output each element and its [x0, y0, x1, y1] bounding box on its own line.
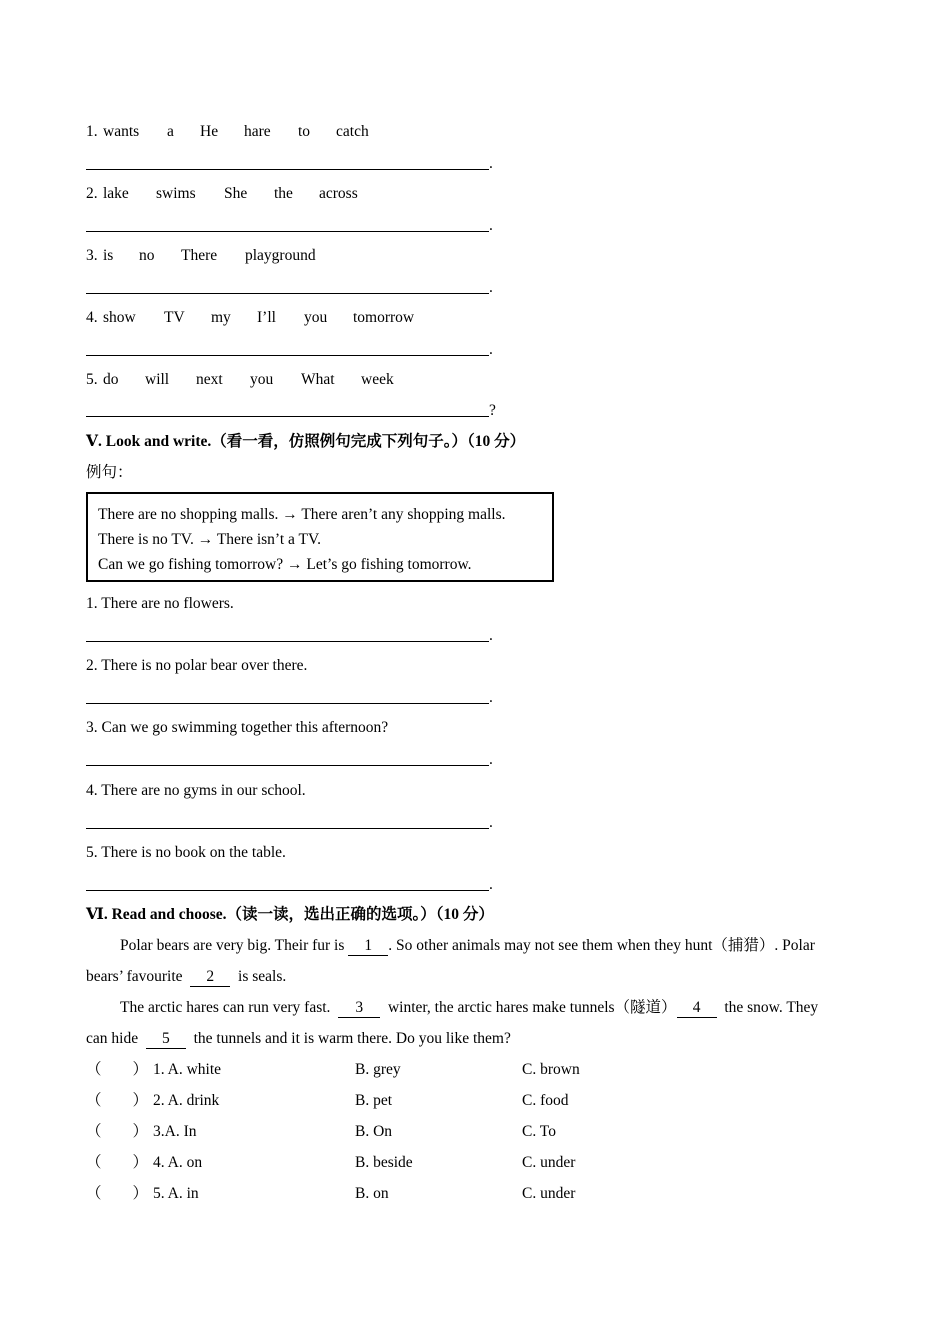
- item-number: 5.: [86, 371, 98, 388]
- option-a[interactable]: 5. A. in: [153, 1185, 199, 1202]
- answer-bracket[interactable]: （ ）: [86, 1185, 149, 1202]
- passage-text: is seals.: [238, 968, 287, 985]
- word: hare: [244, 123, 271, 140]
- blank-4[interactable]: 4: [677, 999, 717, 1018]
- answer-bracket[interactable]: （ ）: [86, 1061, 149, 1078]
- answer-line[interactable]: [86, 169, 489, 170]
- prompt-sentence: 4. There are no gyms in our school.: [86, 782, 306, 799]
- example-sentence: There are no shopping malls. → There aren’t any shopping malls.: [98, 506, 506, 523]
- option-b[interactable]: B. pet: [355, 1092, 393, 1109]
- answer-line[interactable]: [86, 890, 489, 891]
- answer-line[interactable]: [86, 703, 489, 704]
- blank-3[interactable]: 3: [338, 999, 380, 1018]
- word: playground: [245, 247, 316, 264]
- answer-line[interactable]: [86, 828, 489, 829]
- word: tomorrow: [353, 309, 415, 326]
- passage-line: [86, 967, 286, 987]
- answer-line[interactable]: [86, 293, 489, 294]
- sentence-end-mark: .: [489, 814, 493, 831]
- word: wants: [103, 123, 140, 140]
- word: next: [196, 371, 223, 388]
- word: do: [103, 371, 119, 388]
- word: show: [103, 309, 136, 326]
- blank-5[interactable]: 5: [146, 1030, 186, 1049]
- prompt-sentence: 1. There are no flowers.: [86, 595, 234, 612]
- word: a: [167, 123, 174, 140]
- word: you: [304, 309, 328, 326]
- option-a[interactable]: 4. A. on: [153, 1154, 203, 1171]
- option-c[interactable]: C. food: [522, 1092, 569, 1109]
- example-sentence: Can we go fishing tomorrow? → Let’s go fishing tomorrow.: [98, 556, 472, 573]
- answer-bracket[interactable]: （ ）: [86, 1092, 149, 1109]
- word: the: [274, 185, 293, 202]
- word: lake: [103, 185, 129, 202]
- section-title: Ⅵ. Read and choose.（读一读，选出正确的选项。）（10 分）: [86, 906, 494, 923]
- sentence-end-mark: .: [489, 341, 493, 358]
- item-number: 3.: [86, 247, 98, 264]
- option-a[interactable]: 2. A. drink: [153, 1092, 220, 1109]
- answer-bracket[interactable]: （ ）: [86, 1154, 149, 1171]
- prompt-sentence: 5. There is no book on the table.: [86, 844, 286, 861]
- passage-line: [120, 936, 815, 956]
- sentence-end-mark: .: [489, 217, 493, 234]
- word: to: [298, 123, 311, 140]
- sentence-end-mark: .: [489, 751, 493, 768]
- passage-text: bears’ favourite: [86, 968, 183, 985]
- option-c[interactable]: C. under: [522, 1154, 576, 1171]
- option-c[interactable]: C. brown: [522, 1061, 580, 1078]
- passage-text: . So other animals may not see them when they hunt（捕猎）. Polar: [388, 937, 815, 954]
- passage-text: winter, the arctic hares make tunnels（隧道）: [387, 999, 677, 1016]
- word: across: [319, 185, 358, 202]
- word: swims: [156, 185, 196, 202]
- passage-text: The arctic hares can run very fast.: [120, 999, 331, 1016]
- option-b[interactable]: B. grey: [355, 1061, 401, 1078]
- answer-line[interactable]: [86, 765, 489, 766]
- option-a[interactable]: 3.A. In: [153, 1123, 197, 1140]
- sentence-end-mark: .: [489, 876, 493, 893]
- word: no: [139, 247, 155, 264]
- blank-2[interactable]: 2: [190, 968, 230, 987]
- sentence-end-mark: .: [489, 155, 493, 172]
- answer-line[interactable]: [86, 231, 489, 232]
- answer-line[interactable]: [86, 641, 489, 642]
- passage-text: the tunnels and it is warm there. Do you like them?: [193, 1030, 511, 1047]
- item-number: 4.: [86, 309, 98, 326]
- answer-line[interactable]: [86, 355, 489, 356]
- blank-1[interactable]: 1: [348, 937, 388, 956]
- prompt-sentence: 3. Can we go swimming together this afternoon?: [86, 719, 389, 736]
- sentence-end-mark: .: [489, 627, 493, 644]
- word: you: [250, 371, 274, 388]
- section-title: Ⅴ. Look and write.（看一看，仿照例句完成下列句子。）（10 分）: [86, 433, 526, 450]
- example-label: 例句：: [86, 464, 133, 481]
- word: She: [224, 185, 248, 202]
- passage-text: the snow. They: [724, 999, 819, 1016]
- word: my: [211, 309, 231, 326]
- passage-text: can hide: [86, 1030, 139, 1047]
- option-c[interactable]: C. under: [522, 1185, 576, 1202]
- item-number: 2.: [86, 185, 98, 202]
- sentence-end-mark: .: [489, 689, 493, 706]
- option-b[interactable]: B. beside: [355, 1154, 413, 1171]
- word: What: [301, 371, 335, 388]
- example-sentence: There is no TV. → There isn’t a TV.: [98, 531, 322, 548]
- answer-bracket[interactable]: （ ）: [86, 1123, 149, 1140]
- sentence-end-mark: ?: [489, 402, 496, 419]
- word: week: [361, 371, 394, 388]
- word: He: [200, 123, 219, 140]
- word: TV: [164, 309, 185, 326]
- sentence-end-mark: .: [489, 279, 493, 296]
- word: will: [145, 371, 170, 388]
- option-b[interactable]: B. on: [355, 1185, 389, 1202]
- prompt-sentence: 2. There is no polar bear over there.: [86, 657, 308, 674]
- passage-line: [86, 1029, 511, 1049]
- option-b[interactable]: B. On: [355, 1123, 393, 1140]
- word: There: [181, 247, 218, 264]
- passage-line: [120, 998, 818, 1018]
- word: is: [103, 247, 114, 264]
- item-number: 1.: [86, 123, 98, 140]
- word: I’ll: [257, 309, 276, 326]
- answer-line[interactable]: [86, 416, 489, 417]
- option-c[interactable]: C. To: [522, 1123, 556, 1140]
- passage-text: Polar bears are very big. Their fur is: [120, 937, 345, 954]
- word: catch: [336, 123, 369, 140]
- option-a[interactable]: 1. A. white: [153, 1061, 222, 1078]
